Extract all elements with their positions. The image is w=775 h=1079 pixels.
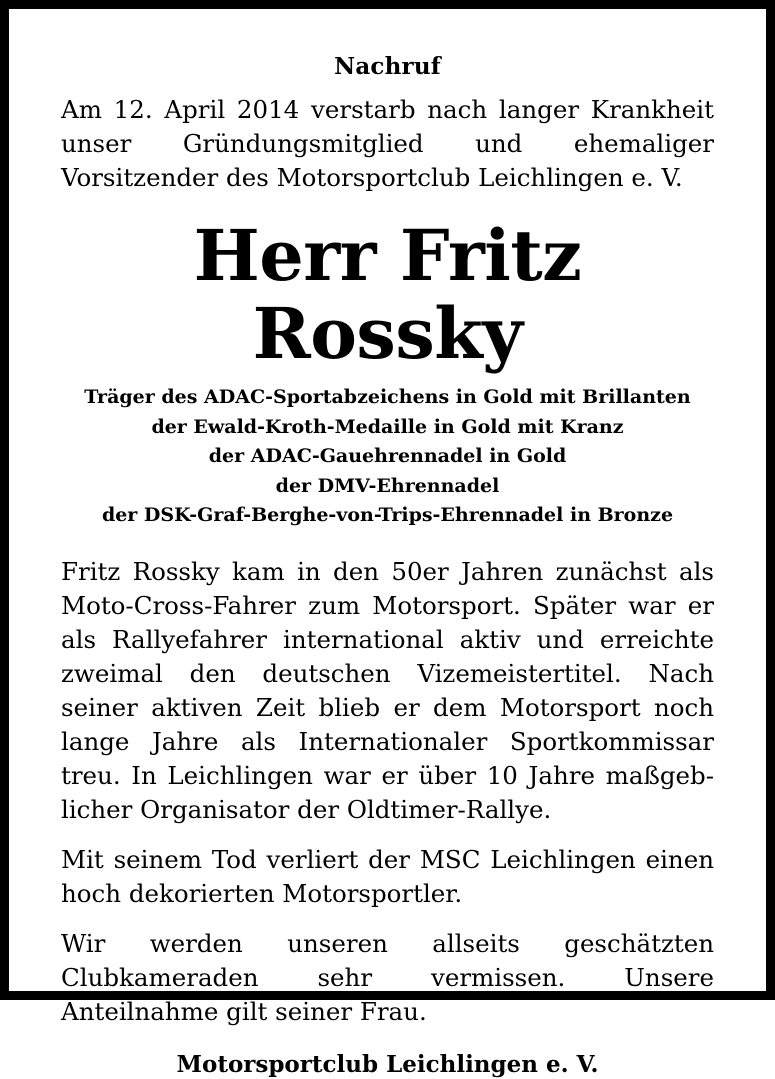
honor-item: der ADAC-Gauehrennadel in Gold xyxy=(208,445,567,467)
tribute-paragraph: Mit seinem Tod verliert der MSC Leichlingen einen hoch dekorierten Motorsportler. xyxy=(61,844,714,908)
notice-heading: Nachruf xyxy=(334,53,441,80)
biography-paragraph: Fritz Rossky kam in den 50er Jahren zunächst als Moto-Cross-Fahrer zum Motorsport. Später war er als Rallyefahrer international aktiv und erreichte zweimal den deutschen Vizemeistertitel. Nach seiner aktiven Zeit blieb er dem Motorsport noch lange Jahre als Internationaler Sportkommissar treu. In Leichlingen war er über 10 Jahre maßgeblicher Organisator der Oldtimer-Rallye. xyxy=(61,556,714,824)
club-signature: Motorsportclub Leichlingen e. V. xyxy=(176,1050,599,1078)
honor-item: der Ewald-Kroth-Medaille in Gold mit Kranz xyxy=(151,415,624,438)
obituary-content xyxy=(61,53,714,1079)
honor-item: der DMV-Ehrennadel xyxy=(275,474,500,497)
deceased-name: Herr Fritz Rossky xyxy=(193,214,582,375)
condolence-paragraph: Wir werden unseren allseits geschätzten Clubkameraden sehr vermissen. Unsere Anteilnahme gilt seiner Frau. xyxy=(61,928,714,1026)
honors-list xyxy=(61,383,714,531)
intro-paragraph: Am 12. April 2014 verstarb nach langer Krankheit unser Gründungsmitglied und ehemaliger Vorsitzender des Motorsportclub Leichlingen e. V. xyxy=(61,95,714,192)
honor-item: Träger des ADAC-Sportabzeichens in Gold mit Brillanten xyxy=(84,386,691,408)
honor-item: der DSK-Graf-Berghe-von-Trips-Ehrennadel in Bronze xyxy=(101,504,674,526)
